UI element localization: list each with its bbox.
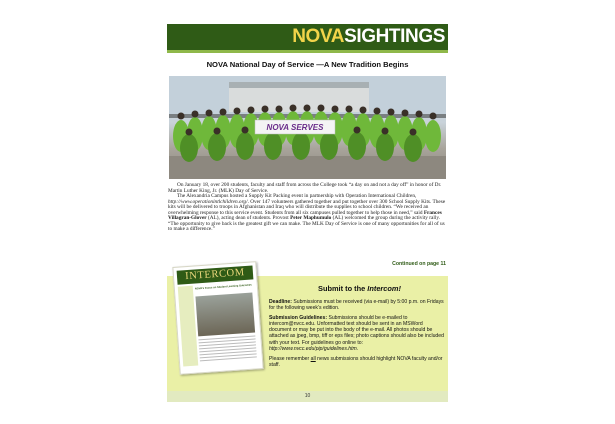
page-number: 10 bbox=[304, 393, 311, 399]
name-villagran-glover: Frances Villagran-Glover bbox=[168, 209, 442, 222]
article-paragraph-2: The Alexandria Campus hosted a Supply Kit Packing event in partnership with Operation International Children, http://www.operationintlchildren.org/. Over 147 volunteers gathered together and put together over 300 School Supply Kits. These kits will be delivered to troops in Afghanistan and Iraq who will distribute the supplies to school children. “We received an overwhelming response to this service event. Students from all six campuses pulled together to help those in need,” said Frances Villagran-Glover (AL), acting dean of students. Provost Peter Maphumulo (AL) welcomed the group during the activity rally. “The opportunity to give back is the greatest gift we can make. The MLK Day of Service is one of many opportunities for all of us to make a difference.” bbox=[168, 193, 446, 233]
operation-children-link[interactable]: http://www.operationintlchildren.org/ bbox=[168, 198, 248, 205]
intercom-cover-subtitle: NOVA’s Focus on Student Learning Outcomes bbox=[194, 283, 252, 291]
newsletter-page bbox=[167, 0, 448, 424]
article-body bbox=[168, 183, 448, 233]
intercom-cover-photo bbox=[195, 293, 255, 337]
article-paragraph-1: On January 18, over 200 students, faculty and staff from across the College took “a day on and not a day off” in honor of Dr. Martin Luther King, Jr. (MLK) Day of Service. bbox=[168, 182, 442, 194]
name-maphumulo: Peter Maphumulo bbox=[290, 215, 332, 222]
submit-instructions bbox=[269, 299, 446, 372]
intercom-cover-title: INTERCOM bbox=[184, 267, 246, 283]
submit-title: Submit to the Intercom! bbox=[318, 284, 401, 293]
guidelines-paragraph: Submission Guidelines: Submissions should be e-mailed to intercom@nvcc.edu. Unformatted text should be sent in an MSWord document or may be put into the body of the e-mail. All photos should be attached as jpeg, bmp, tiff or eps files; photo captions should also be included with your text. For guidelines go online to: http://www.nvcc.edu/pip/guidelines.htm. bbox=[269, 315, 444, 352]
deadline-paragraph: Deadline: Submissions must be received (via e-mail) by 5:00 p.m. on Fridays for the following week’s edition. bbox=[269, 299, 444, 312]
intercom-cover-header bbox=[177, 265, 254, 284]
group-photo-illustration bbox=[169, 76, 446, 179]
continued-note[interactable]: Continued on page 11 bbox=[392, 261, 446, 267]
masthead-title-sightings: SIGHTINGS bbox=[344, 26, 445, 47]
masthead-title bbox=[292, 25, 445, 49]
masthead bbox=[167, 24, 448, 50]
group-photo bbox=[169, 76, 446, 179]
masthead-accent-bar bbox=[167, 50, 448, 53]
remember-paragraph: Please remember all news submissions should highlight NOVA faculty and/or staff. bbox=[269, 355, 443, 368]
article-headline: NOVA National Day of Service —A New Tradition Begins bbox=[206, 60, 409, 69]
guidelines-link[interactable]: http://www.nvcc.edu/pip/guidelines.htm bbox=[269, 345, 357, 352]
photo-banner-text: NOVA SERVES bbox=[266, 123, 324, 132]
masthead-title-nova: NOVA bbox=[292, 26, 345, 47]
intercom-cover-text-lines bbox=[198, 335, 257, 363]
intercom-cover-image bbox=[172, 261, 263, 375]
